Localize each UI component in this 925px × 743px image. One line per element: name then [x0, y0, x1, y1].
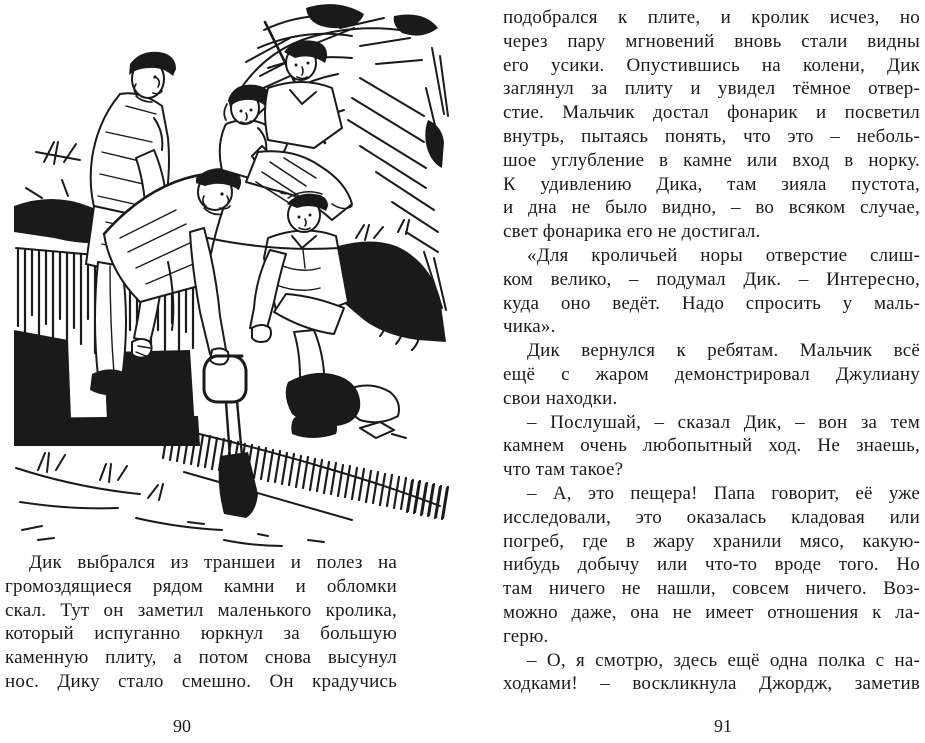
- illustration-svg: [8, 0, 450, 548]
- text-line: там ничего не нашли, совсем ничего. Воз-: [503, 578, 920, 600]
- text-line: заглянул за плиту и увидел тёмное отвер-: [503, 78, 920, 100]
- text-line: герю.: [503, 625, 549, 647]
- right-page-text: [503, 6, 920, 696]
- text-line: «Для кроличьей норы отверстие слиш-: [527, 244, 920, 266]
- text-line: каменную плиту, а потом снова высунул: [5, 647, 397, 669]
- text-line: подобрался к плите, и кролик исчез, но: [503, 7, 920, 28]
- text-line: шое углубление в камне или вход в норку.: [503, 149, 920, 171]
- paragraph: [503, 6, 920, 244]
- paragraph: [503, 339, 920, 410]
- text-line: ком велико, – подумал Дик. – Интересно,: [503, 268, 920, 290]
- paragraph: [503, 411, 920, 482]
- text-line: погреб, где в жару хранили мясо, какую-: [503, 530, 920, 552]
- text-line: можно даже, она не имеет отношения к ла-: [503, 601, 920, 623]
- text-line: что там такое?: [503, 459, 624, 481]
- text-line: который испуганно юркнул за большую: [5, 623, 397, 645]
- text-line: исследовали, это оказалась кладовая или: [503, 506, 920, 528]
- paragraph: [503, 649, 920, 697]
- text-line: громоздящиеся рядом камни и обломки: [5, 575, 397, 597]
- text-line: через пару мгновений вновь стали видны: [503, 30, 920, 52]
- text-line: стие. Мальчик достал фонарик и посветил: [503, 102, 920, 124]
- text-line: нибудь добычу или что-то вроде того. Но: [503, 554, 920, 576]
- text-line: ходками! – воскликнула Джордж, заметив: [503, 673, 920, 695]
- text-line: Дик выбрался из траншеи и полез на: [29, 552, 397, 573]
- text-line: внутрь, пытаясь понять, что это – неболь-: [503, 125, 920, 147]
- text-line: куда оно ведёт. Надо спросить у маль-: [503, 292, 920, 314]
- paragraph: [5, 551, 397, 694]
- page-number-left: 90: [173, 716, 191, 736]
- dark-rocks-right: [338, 242, 446, 351]
- text-line: камнем очень любопытный ход. Не знаешь,: [503, 435, 920, 457]
- page-left: [0, 0, 462, 743]
- text-line: нос. Дику стало смешно. Он крадучись: [5, 670, 397, 692]
- text-line: – О, я смотрю, здесь ещё одна полка с на-: [527, 649, 920, 671]
- text-line: свет фонарика его не достигал.: [503, 221, 761, 243]
- text-line: Дик вернулся к ребятам. Мальчик всё: [527, 340, 920, 362]
- text-line: его усики. Опустившись на колени, Дик: [503, 54, 920, 76]
- left-page-text: [5, 551, 397, 694]
- text-line: чика».: [503, 316, 556, 338]
- page-right: [462, 0, 925, 743]
- text-line: свои находки.: [503, 387, 618, 409]
- text-line: и дна не было видно, – во всяком случае,: [503, 197, 920, 219]
- text-line: – Послушай, – сказал Дик, – вон за тем: [527, 411, 920, 433]
- paragraph: [503, 244, 920, 339]
- text-line: ещё с жаром демонстрировал Джулиану: [503, 363, 920, 385]
- text-line: скал. Тут он заметил маленького кролика,: [5, 599, 397, 621]
- text-line: – А, это пещера! Папа говорит, её уже: [527, 482, 920, 504]
- illustration: [8, 0, 450, 548]
- paragraph: [503, 482, 920, 649]
- text-line: К удивлению Дика, там зияла пустота,: [503, 173, 920, 195]
- page-number-right: 91: [714, 716, 732, 736]
